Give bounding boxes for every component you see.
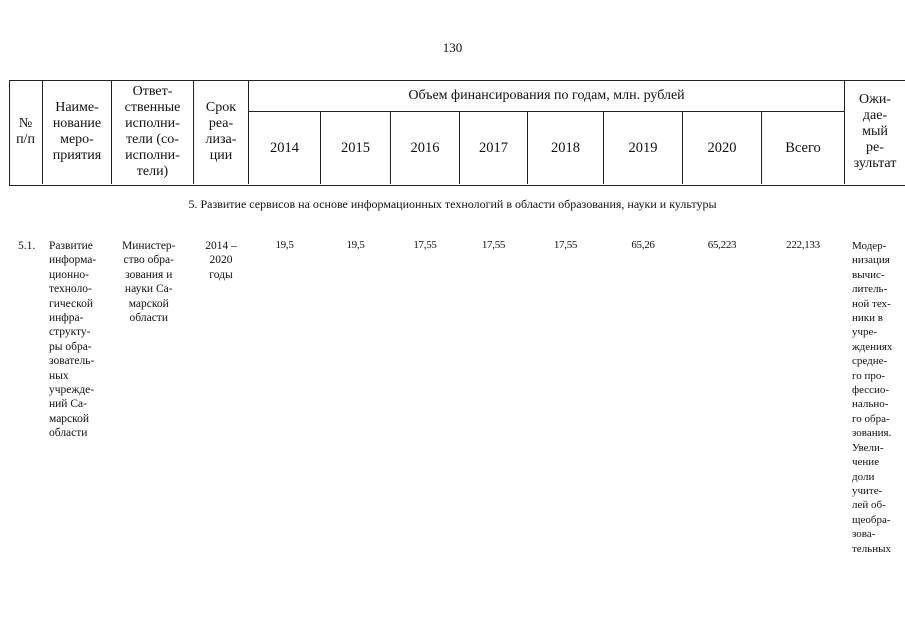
header-responsible: Ответ- ственные исполни- тели (со- исполни- тели) <box>124 84 181 179</box>
header-term: Срок реа- лиза- ции <box>205 100 237 163</box>
header-year: 2015 <box>341 140 370 156</box>
header-year: 2016 <box>410 140 440 156</box>
header-year: 2014 <box>270 140 299 156</box>
row-name: Развитие информа- ционно- техноло- гической инфра- структу- ры обра- зователь- ных учрежде- ний Са- марской области <box>49 240 97 440</box>
row-value-2019: 65,26 <box>631 239 655 251</box>
header-year: 2018 <box>551 140 580 156</box>
header-year: 2020 <box>707 140 737 156</box>
row-responsible: Министер- ство обра- зования и науки Са- марской области <box>122 240 176 325</box>
row-value-2020: 65,223 <box>707 239 737 251</box>
header-year: 2019 <box>628 140 658 156</box>
page-number: 130 <box>442 40 463 55</box>
header-result: Ожи- дае- мый ре- зультат <box>853 92 897 171</box>
row-value-2018: 17,55 <box>553 239 578 251</box>
header-name: Наиме- нование меро- приятия <box>52 100 102 163</box>
row-result: Модер- низация вычис- литель- ной тех- ники в учре- ждениях средне- го про- фессио- нально- го обра- зования. Увели- чение доли учите- лей об- щеобра- зова- тельных <box>852 240 893 555</box>
header-total: Всего <box>785 140 821 156</box>
header-year: 2017 <box>479 140 508 156</box>
row-value-2017: 17,55 <box>481 239 506 251</box>
section-title: 5. Развитие сервисов на основе информационных технологий в области образования, науки и культуры <box>188 197 717 211</box>
row-number: 5.1. <box>18 240 36 252</box>
header-number: № п/п <box>16 116 35 147</box>
row-value-2016: 17,55 <box>413 239 437 251</box>
row-value-2014: 19,5 <box>275 239 294 251</box>
row-value-total: 222,133 <box>786 239 820 251</box>
row-term: 2014 – 2020 годы <box>205 240 237 281</box>
header-funding-title: Объем финансирования по годам, млн. рублей <box>408 87 685 103</box>
row-value-2015: 19,5 <box>346 239 365 251</box>
